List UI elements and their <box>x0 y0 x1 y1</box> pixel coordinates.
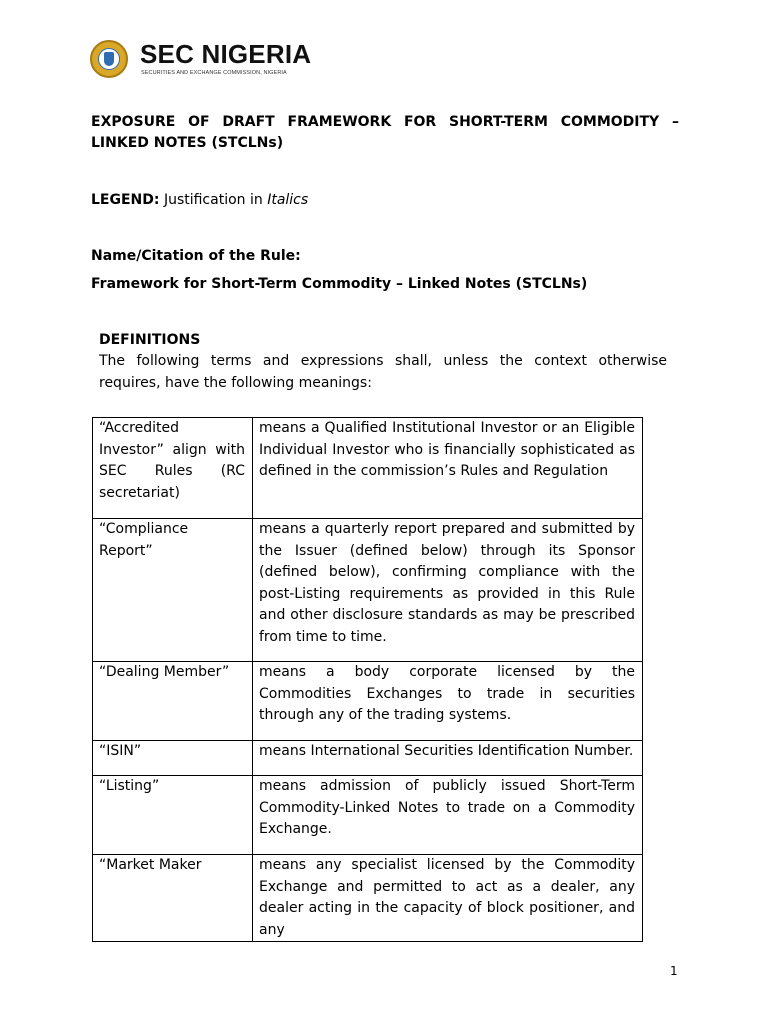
definition-term: “Dealing Member” <box>93 662 253 741</box>
definition-term: “Listing” <box>93 776 253 855</box>
legend-line <box>91 190 308 211</box>
definition-meaning: means a quarterly report prepared and submitted by the Issuer (defined below) through its Sponsor (defined below), confirming compliance with the post-Listing requirements as provided in this Rule and other disclosure standards as may be prescribed from time to time. <box>253 519 643 662</box>
definition-meaning: means any specialist licensed by the Commodity Exchange and permitted to act as a dealer, any dealer acting in the capacity of block positioner, and any <box>253 855 643 942</box>
definition-meaning: means a Qualified Institutional Investor or an Eligible Individual Investor who is financially sophisticated as defined in the commission’s Rules and Regulation <box>253 418 643 519</box>
definition-term: “Market Maker <box>93 855 253 942</box>
definition-term: “Compliance Report” <box>93 519 253 662</box>
table-row <box>93 741 643 776</box>
framework-title: Framework for Short-Term Commodity – Linked Notes (STCLNs) <box>91 276 588 292</box>
legend-label: LEGEND: <box>91 192 160 208</box>
table-row <box>93 519 643 662</box>
logo-name: SEC NIGERIA <box>140 39 312 69</box>
definition-term: “Accredited Investor” align with SEC Rules (RC secretariat) <box>93 418 253 519</box>
table-row <box>93 855 643 942</box>
definition-meaning: means International Securities Identification Number. <box>253 741 643 776</box>
document-title <box>91 112 679 154</box>
definitions-heading: DEFINITIONS <box>99 332 201 348</box>
table-row <box>93 662 643 741</box>
name-citation-label: Name/Citation of the Rule: <box>91 248 301 264</box>
definitions-intro: The following terms and expressions shall, unless the context otherwise requires, have the following meanings: <box>99 353 667 391</box>
table-row <box>93 776 643 855</box>
definition-meaning: means admission of publicly issued Short-Term Commodity-Linked Notes to trade on a Commodity Exchange. <box>253 776 643 855</box>
sec-seal-icon <box>90 40 128 78</box>
page-number: 1 <box>670 964 678 978</box>
legend-text: Justification in <box>163 192 263 208</box>
table-row <box>93 418 643 519</box>
legend-italic: Italics <box>267 192 309 208</box>
title-line-1: EXPOSURE OF DRAFT FRAMEWORK FOR SHORT-TERM COMMODITY – <box>91 114 679 130</box>
title-line-2: LINKED NOTES (STCLNs) <box>91 135 284 151</box>
definitions-table <box>92 417 643 942</box>
definition-meaning: means a body corporate licensed by the Commodities Exchanges to trade in securities through any of the trading systems. <box>253 662 643 741</box>
logo-subtitle: SECURITIES AND EXCHANGE COMMISSION, NIGERIA <box>141 70 287 76</box>
definition-term: “ISIN” <box>93 741 253 776</box>
